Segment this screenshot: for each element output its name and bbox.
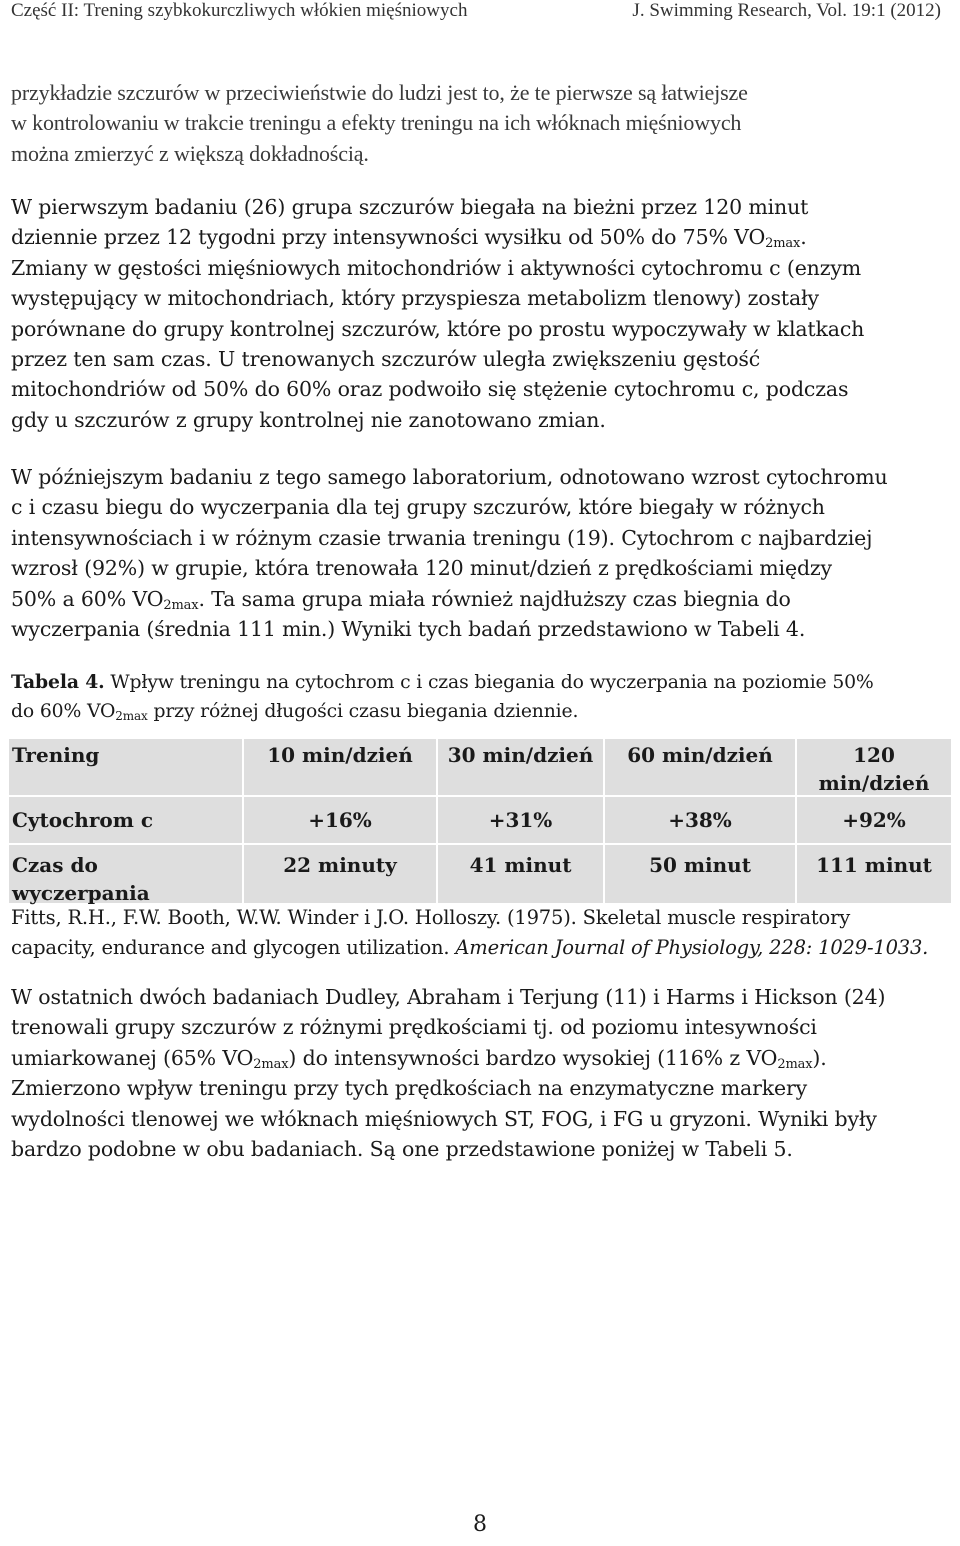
paragraph-line: można zmierzyć z większą dokładnością. [11, 140, 369, 166]
page-number: 8 [473, 1512, 487, 1537]
table-cell: Trening [12, 743, 100, 767]
paragraph-2 [11, 192, 949, 435]
table-row [9, 797, 951, 843]
header-journal: J. Swimming Research, Vol. 19:1 (2012) [632, 0, 941, 21]
text-span: capacity, endurance and glycogen utilization. [11, 935, 456, 959]
paragraph-line: wzrosł (92%) w grupie, która trenowała 120 minut/dzień z prędkościami między [11, 556, 832, 581]
text-span: ). [812, 1045, 827, 1070]
text-span: 50% a 60% VO [11, 586, 164, 611]
table-cell: +16% [308, 808, 372, 832]
cell-line: min/dzień [818, 771, 930, 795]
table-cell: 111 minut [816, 853, 932, 877]
running-header [11, 0, 941, 26]
paragraph-line: c i czasu biegu do wyczerpania dla tej grupy szczurów, które biegały w różnych [11, 495, 825, 520]
paragraph-1 [11, 78, 949, 169]
paragraph-line: wydolności tlenowej we włóknach mięśniowych ST, FOG, i FG u gryzoni. Wyniki były [11, 1106, 877, 1131]
reference-line: Fitts, R.H., F.W. Booth, W.W. Winder i J.O. Holloszy. (1975). Skeletal muscle respiratory [11, 906, 851, 929]
paragraph-line [11, 1043, 949, 1073]
table-cell: 22 minuty [283, 853, 397, 877]
paragraph-line: Zmiany w gęstości mięśniowych mitochondriów i aktywności cytochromu c (enzym [11, 255, 862, 280]
paragraph-4 [11, 982, 949, 1164]
paragraph-line: porównane do grupy kontrolnej szczurów, które po prostu wypoczywały w klatkach [11, 316, 865, 341]
journal-citation: American Journal of Physiology, 228: 1029-1033. [455, 935, 929, 959]
paragraph-line: przez ten sam czas. U trenowanych szczurów uległa zwiększeniu gęstość [11, 346, 761, 371]
table-cell [12, 845, 242, 903]
table-cell: 41 minut [469, 853, 572, 877]
table-cell [797, 739, 951, 795]
text-span: . [800, 225, 807, 250]
subscript: 2max [765, 236, 801, 252]
paragraph-line: gdy u szczurów z grupy kontrolnej nie zanotowano zmian. [11, 407, 606, 432]
caption-label: Tabela 4. [11, 671, 105, 693]
paragraph-line: intensywnościach i w różnym czasie trwania treningu (19). Cytochrom c najbardziej [11, 525, 873, 550]
paragraph-3 [11, 462, 949, 644]
text-span: ) do intensywności bardzo wysokiej (116% z VO [288, 1045, 778, 1070]
paragraph-line: mitochondriów od 50% do 60% oraz podwoiło się stężenie cytochromu c, podczas [11, 377, 849, 402]
table-row [9, 845, 951, 903]
text-span: dziennie przez 12 tygodni przy intensywności wysiłku od 50% do 75% VO [11, 225, 766, 250]
paragraph-line: trenowali grupy szczurów z różnymi prędkościami tj. od poziomu intesywności [11, 1015, 817, 1040]
paragraph-line: W ostatnich dwóch badaniach Dudley, Abraham i Terjung (11) i Harms i Hickson (24) [11, 985, 886, 1009]
results-table [9, 739, 951, 903]
paragraph-line: Zmierzono wpływ treningu przy tych prędkościach na enzymatyczne markery [11, 1076, 808, 1101]
table-header-row [9, 739, 951, 795]
reference-line [11, 933, 956, 963]
cell-line: Czas do [12, 853, 98, 877]
paragraph-line [11, 584, 949, 614]
caption-line [11, 668, 941, 697]
paragraph-line: wyczerpania (średnia 111 min.) Wyniki tych badań przedstawiono w Tabeli 4. [11, 616, 806, 641]
subscript: 2max [253, 1056, 289, 1072]
paragraph-line: występujący w mitochondriach, który przyspiesza metabolizm tlenowy) zostały [11, 286, 819, 311]
table-caption [11, 668, 941, 726]
table-cell: 10 min/dzień [267, 743, 413, 767]
table-source-reference [11, 903, 956, 962]
table-cell: Cytochrom c [12, 808, 154, 832]
paragraph-line: w kontrolowaniu w trakcie treningu a efekty treningu na ich włóknach mięśniowych [11, 110, 742, 136]
text-span: . Ta sama grupa miała również najdłuższy czas biegnia do [198, 586, 791, 611]
text-span: do 60% VO [11, 701, 116, 722]
table-cell: +38% [668, 808, 732, 832]
paragraph-line [11, 222, 949, 252]
paragraph-line: przykładzie szczurów w przeciwieństwie do ludzi jest to, że te pierwsze są łatwiejsze [11, 80, 748, 105]
subscript: 2max [163, 597, 199, 613]
table-cell: +92% [842, 808, 906, 832]
table-cell: 30 min/dzień [447, 743, 594, 767]
header-title: Część II: Trening szybkokurczliwych włókien mięśniowych [11, 0, 468, 21]
table-cell: +31% [488, 808, 553, 832]
paragraph-line: W późniejszym badaniu z tego samego laboratorium, odnotowano wzrost cytochromu [11, 465, 888, 489]
text-span: umiarkowanej (65% VO [11, 1045, 254, 1070]
subscript: 2max [777, 1056, 813, 1072]
subscript: 2max [115, 709, 148, 723]
paragraph-line: bardzo podobne w obu badaniach. Są one przedstawione poniżej w Tabeli 5. [11, 1136, 793, 1161]
paragraph-line: W pierwszym badaniu (26) grupa szczurów biegała na bieżni przez 120 minut [11, 195, 809, 219]
table-cell: 60 min/dzień [627, 743, 773, 767]
cell-line: 120 [853, 743, 895, 767]
table-cell: 50 minut [649, 853, 751, 877]
text-span: przy różnej długości czasu biegania dziennie. [147, 701, 579, 722]
caption-line [11, 697, 941, 726]
cell-line: wyczerpania [12, 881, 150, 905]
text-span: Wpływ treningu na cytochrom c i czas biegania do wyczerpania na poziomie 50% [104, 672, 874, 693]
